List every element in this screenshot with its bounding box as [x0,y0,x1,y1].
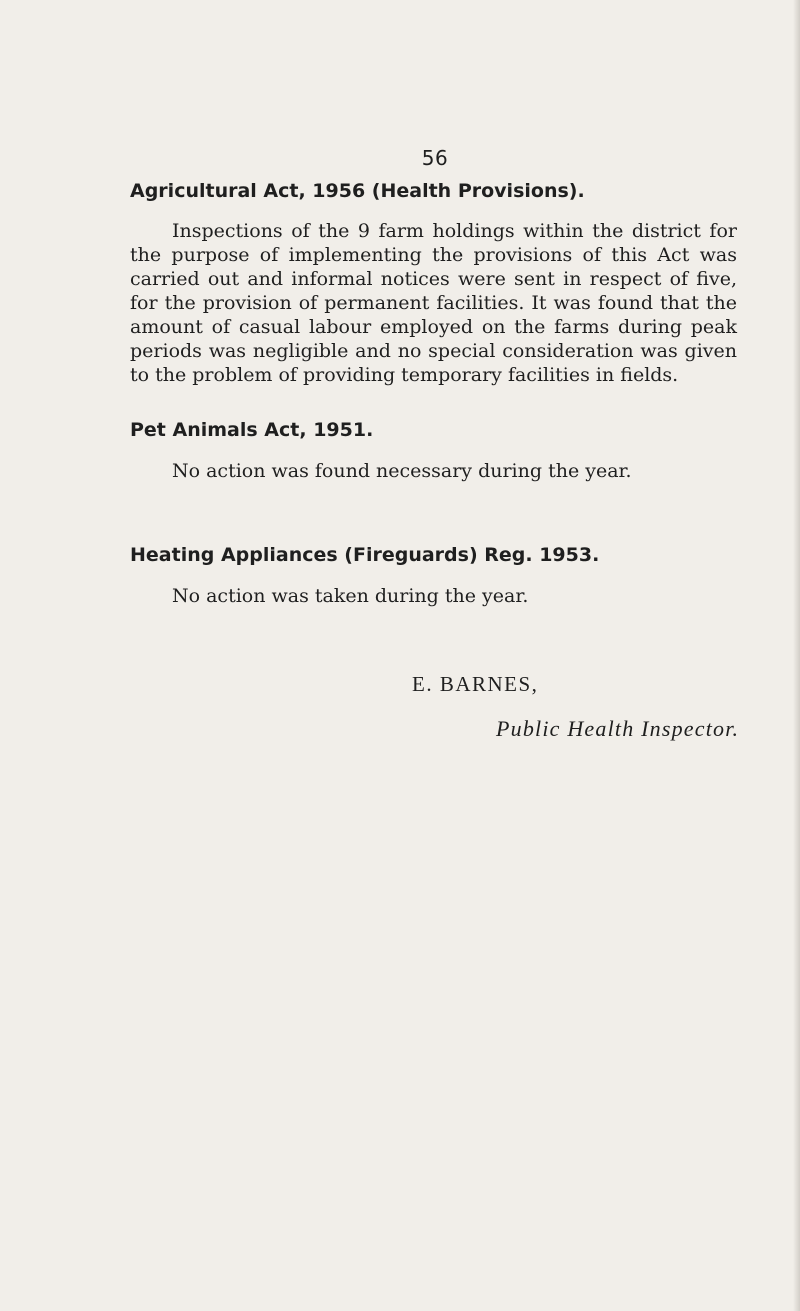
section-heading-agricultural-act: Agricultural Act, 1956 (Health Provisions). [130,180,585,202]
section-body-agricultural-act [130,219,737,387]
section-body-heating-appliances: No action was taken during the year. [172,585,529,607]
signature-name: E. BARNES, [412,672,539,696]
page-number: 56 [421,146,449,170]
section-body-pet-animals-act: No action was found necessary during the year. [172,460,632,482]
section-body-agricultural-act-text: Inspections of the 9 farm holdings within the district for the purpose of implementing the provisions of this Act was carried out and informal notices were sent in respect of five, for the provision of permanent facilities. It was found that the amount of casual labour employed on the farms during peak periods was negligible and no special consideration was given to the problem of providing temporary facilities in fields. [130,220,737,386]
page-edge-shadow [793,0,800,1311]
signature-title: Public Health Inspector. [496,716,740,741]
section-heading-pet-animals-act: Pet Animals Act, 1951. [130,419,374,441]
section-heading-heating-appliances: Heating Appliances (Fireguards) Reg. 1953. [130,544,600,566]
